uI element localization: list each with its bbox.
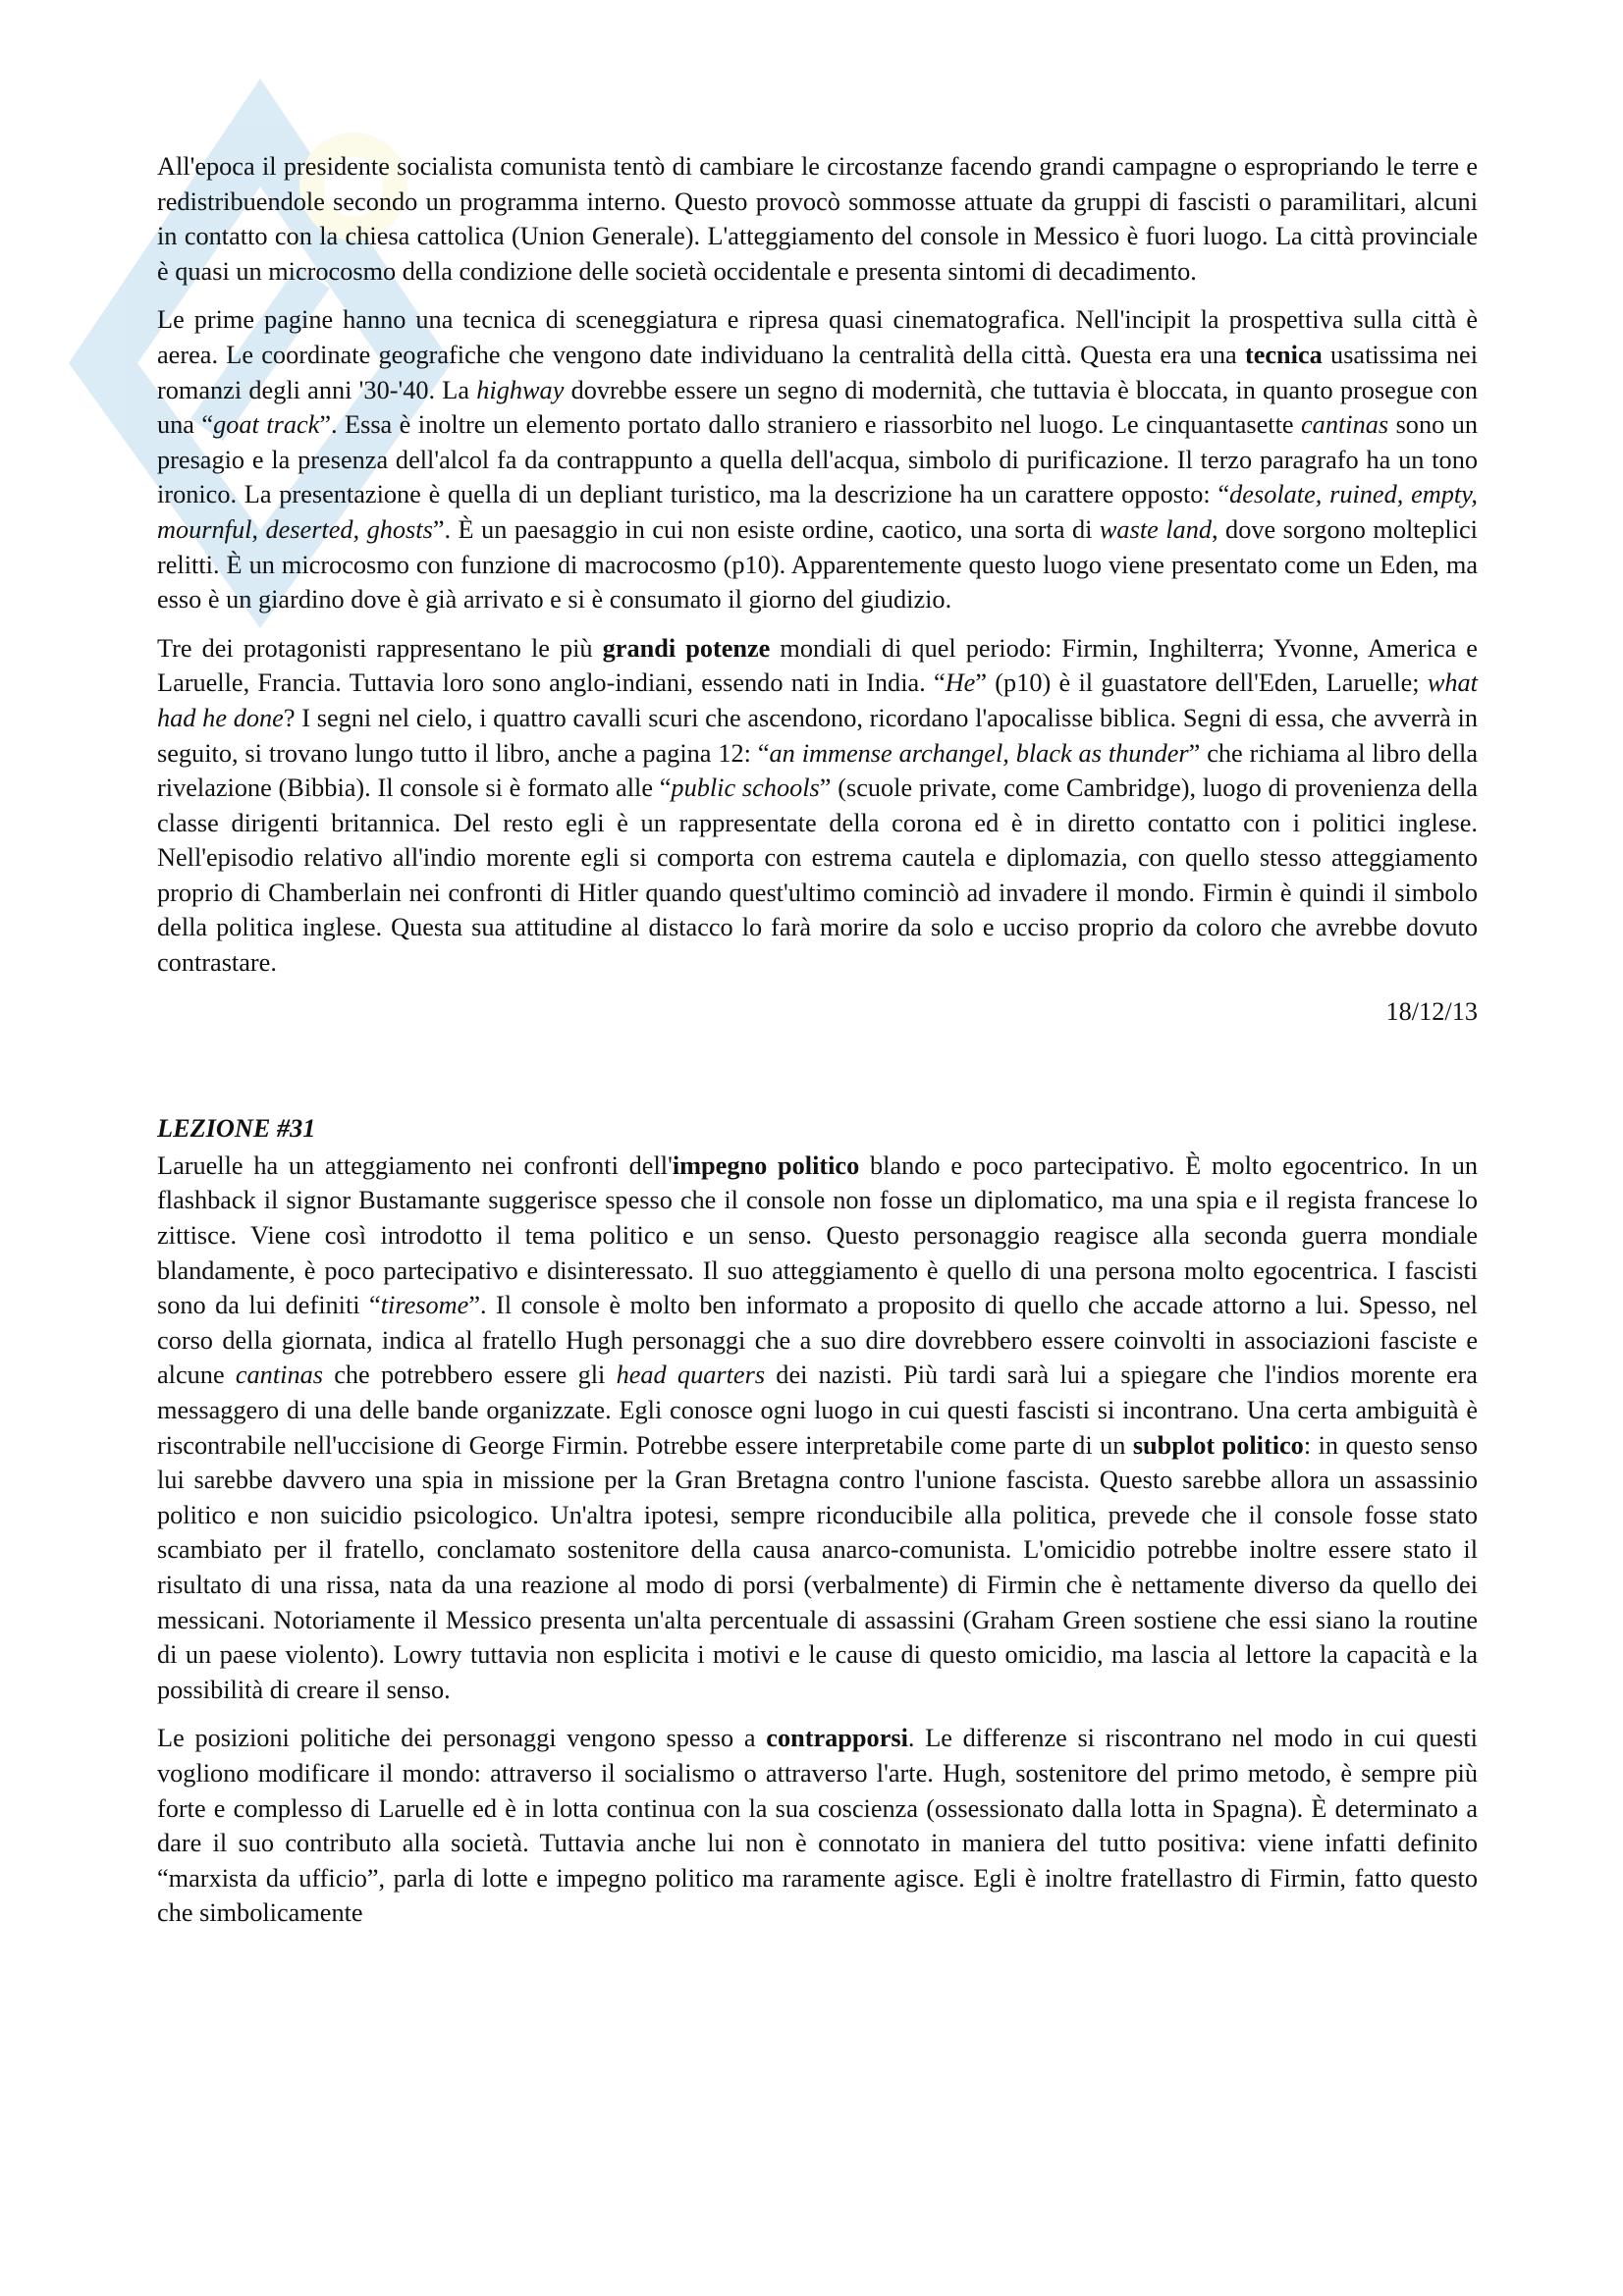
paragraph [157, 631, 1478, 981]
document-body [157, 149, 1478, 1945]
text-run: ” (scuole private, come Cambridge), luogo di provenienza della classe dirigenti britannica. Del resto egli è un rappresentate della corona ed è in diretto contatto con i politici inglese. Nell'episodio relativo all'indio morente egli si comporta con estrema cautela e diplomazia, con quello stesso atteggiamento proprio di Chamberlain nei confronti di Hitler quando quest'ultimo cominciò ad invadere il mondo. Firmin è quindi il simbolo della politica inglese. Questa sua attitudine al distacco lo farà morire da solo e ucciso proprio da coloro che avrebbe dovuto contrastare. [157, 774, 1478, 978]
text-run: Le posizioni politiche dei personaggi vengono spesso a [157, 1724, 767, 1753]
italic-text: highway [476, 375, 565, 404]
italic-text: tiresome [380, 1291, 469, 1320]
paragraph [157, 1721, 1478, 1931]
text-run: blando e poco partecipativo. È molto egocentrico. In un flashback il signor Bustamante suggerisce spesso che il console non fosse un diplomatico, ma una spia e il regista francese lo zittisce. Viene così introdotto il tema politico e un senso. Questo personaggio reagisce alla seconda guerra mondiale blandamente, è poco partecipativo e disinteressato. Il suo atteggiamento è quello di una persona molto egocentrica. I fascisti sono da lui definiti “ [157, 1150, 1478, 1320]
italic-text: cantinas [1301, 410, 1389, 440]
text-run: Laruelle ha un atteggiamento nei confronti dell' [157, 1150, 673, 1180]
paragraph [157, 302, 1478, 616]
italic-text: cantinas [235, 1361, 323, 1390]
text-run: , dove sorgono molteplici relitti. È un microcosmo con funzione di macrocosmo (p10). Apparentemente questo luogo viene presentato come un Eden, ma esso è un giardino dove è già arrivato e si è consumato il giorno del giudizio. [157, 514, 1478, 614]
text-run: ”. Essa è inoltre un elemento portato dallo straniero e riassorbito nel luogo. Le cinquantasette [319, 410, 1301, 440]
section-heading: LEZIONE #31 [157, 1114, 316, 1144]
text-run: sono un presagio e la presenza dell'alcol fa da contrappunto a quella dell'acqua, simbolo di purificazione. Il terzo paragrafo ha un tono ironico. La presentazione è quella di un depliant turistico, ma la descrizione ha un carattere opposto: “ [157, 410, 1478, 509]
text-run: ”. È un paesaggio in cui non esiste ordine, caotico, una sorta di [432, 514, 1100, 544]
text-run: dovrebbe essere un segno di modernità, che tuttavia è bloccata, in quanto prosegue con una “ [157, 375, 1478, 440]
text-run: usatissima nei romanzi degli anni '30-'40. La [157, 340, 1478, 404]
bold-text: contrapporsi [766, 1724, 908, 1753]
bold-text: subplot politico [1132, 1430, 1304, 1460]
text-run: mondiali di quel periodo: Firmin, Inghilterra; Yvonne, America e Laruelle, Francia. Tuttavia loro sono anglo-indiani, essendo nati in India. “ [157, 633, 1478, 698]
lecture-date: 18/12/13 [1385, 996, 1478, 1026]
paragraph [157, 149, 1478, 289]
italic-text: public schools [671, 774, 820, 803]
paragraph-group-bottom [157, 1148, 1478, 1931]
text-run: ” (p10) è il guastatore dell'Eden, Laruelle; [975, 668, 1428, 698]
text-run: che potrebbero essere gli [322, 1361, 617, 1390]
paragraph-group-top [157, 149, 1478, 981]
text-run: ”. Il console è molto ben informato a proposito di quello che accade attorno a lui. Spesso, nel corso della giornata, indica al fratello Hugh personaggi che a suo dire dovrebbero essere coinvolti in associazioni fasciste e alcune [157, 1291, 1478, 1390]
text-run: : in questo senso lui sarebbe davvero una spia in missione per la Gran Bretagna contro l'unione fascista. Questo sarebbe allora un assassinio politico e non suicidio psicologico. Un'altra ipotesi, sempre riconducibile alla politica, prevede che il console fosse stato scambiato per il fratello, conclamato sostenitore della causa anarco-comunista. L'omicidio potrebbe inoltre essere stato il risultato di una rissa, nata da una reazione al modo di porsi (verbalmente) di Firmin che è nettamente diverso da quello dei messicani. Notoriamente il Messico presenta un'alta percentuale di assassini (Graham Green sostiene che essi siano la routine di un paese violento). Lowry tuttavia non esplicita i motivi e le cause di questo omicidio, ma lascia al lettore la capacità e la possibilità di creare il senso. [157, 1430, 1478, 1704]
text-run: Tre dei protagonisti rappresentano le più [157, 633, 603, 663]
italic-text: what had he done [157, 668, 1478, 732]
bold-text: impegno politico [672, 1150, 860, 1180]
paragraph [157, 1148, 1478, 1708]
text-run: . Le differenze si riscontrano nel modo in cui questi vogliono modificare il mondo: attraverso il socialismo o attraverso l'arte. Hugh, sostenitore del primo metodo, è sempre più forte e complesso di Laruelle ed è in lotta continua con la sua coscienza (ossessionato dalla lotta in Spagna). È determinato a dare il suo contributo alla società. Tuttavia anche lui non è connotato in maniera del tutto positiva: viene infatti definito “marxista da ufficio”, parla di lotte e impegno politico ma raramente agisce. Egli è inoltre fratellastro di Firmin, fatto questo che simbolicamente [157, 1724, 1478, 1928]
italic-text: an immense archangel, black as thunder [769, 738, 1189, 768]
bold-text: tecnica [1244, 340, 1323, 369]
italic-text: He [945, 668, 976, 698]
text-run: dei nazisti. Più tardi sarà lui a spiegare che l'indios morente era messaggero di una delle bande organizzate. Egli conosce ogni luogo in cui questi fascisti si incontrano. Una certa ambiguità è riscontrabile nell'uccisione di George Firmin. Potrebbe essere interpretabile come parte di un [157, 1361, 1478, 1460]
italic-text: waste land [1099, 514, 1213, 544]
text-run: All'epoca il presidente socialista comunista tentò di cambiare le circostanze facendo grandi campagne o espropriando le terre e redistribuendole secondo un programma interno. Questo provocò sommosse attuate da gruppi di fascisti o paramilitari, alcuni in contatto con la chiesa cattolica (Union Generale). L'atteggiamento del console in Messico è fuori luogo. La città provinciale è quasi un microcosmo della condizione delle società occidentale e presenta sintomi di decadimento. [157, 152, 1478, 286]
italic-text: goat track [213, 410, 320, 440]
text-run: Le prime pagine hanno una tecnica di sceneggiatura e ripresa quasi cinematografica. Nell'incipit la prospettiva sulla città è aerea. Le coordinate geografiche che vengono date individuano la centralità della città. Questa era una [157, 305, 1478, 369]
bold-text: grandi potenze [602, 633, 771, 663]
text-run: ? I segni nel cielo, i quattro cavalli scuri che ascendono, ricordano l'apocalisse biblica. Segni di essa, che avverrà in seguito, si trovano lungo tutto il libro, anche a pagina 12: “ [157, 703, 1478, 768]
text-run: ” che richiama al libro della rivelazione (Bibbia). Il console si è formato alle “ [157, 738, 1478, 803]
italic-text: desolate, ruined, empty, mournful, deserted, ghosts [157, 480, 1478, 544]
italic-text: head quarters [616, 1361, 766, 1390]
